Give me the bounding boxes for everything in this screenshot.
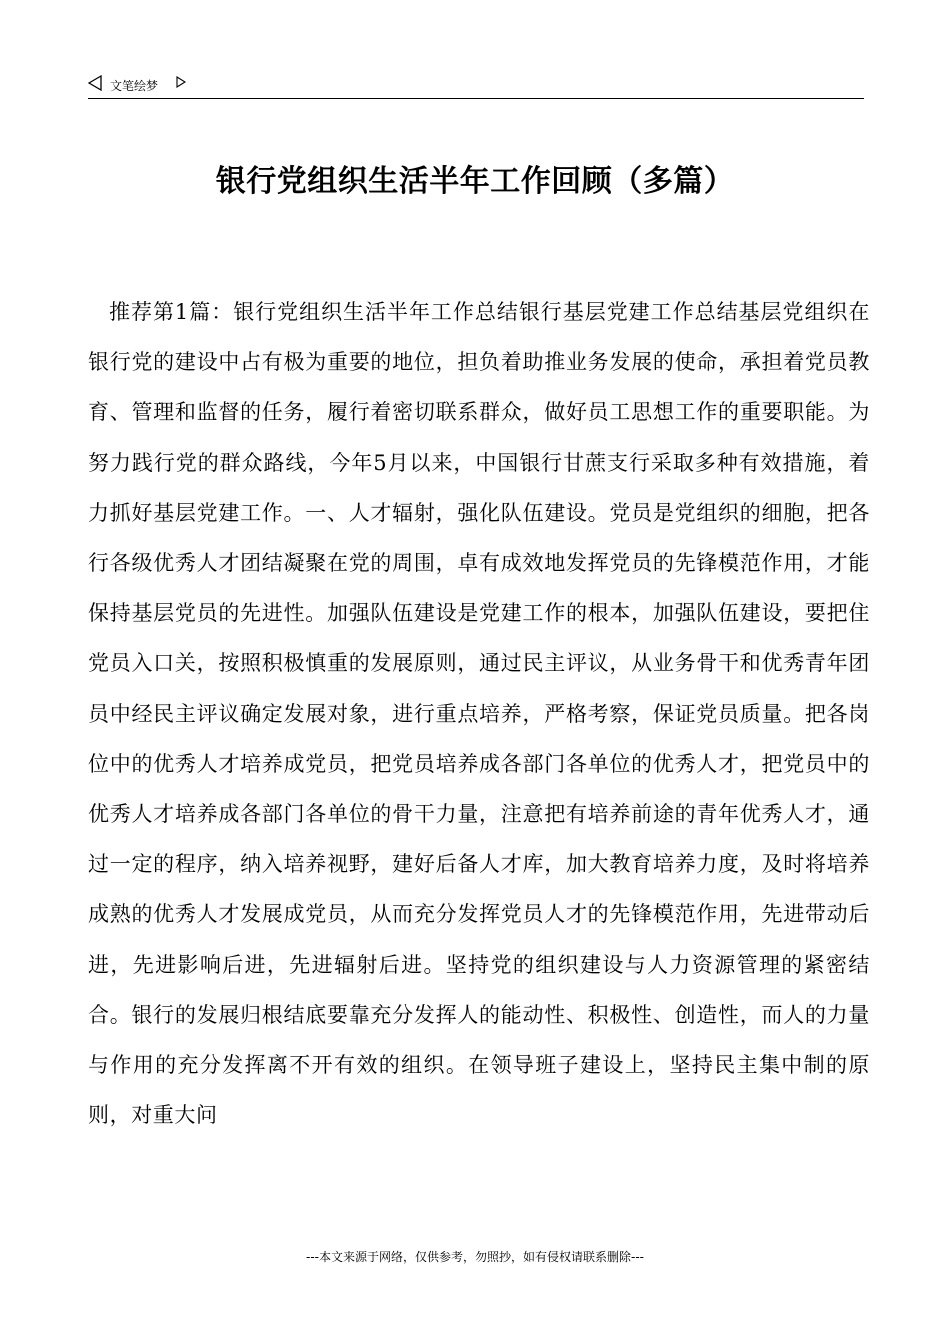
header-brand: 文笔绘梦 [110,79,159,93]
document-body: 推荐第1篇：银行党组织生活半年工作总结银行基层党建工作总结基层党组织在银行党的建设中占有极为重要的地位，担负着助推业务发展的使命，承担着党员教育、管理和监督的任务，履行着密切联系群众，做好员工思想工作的重要职能。为努力践行党的群众路线，今年5月以来，中国银行甘蔗支行采取多种有效措施，着力抓好基层党建工作。一、人才辐射，强化队伍建设。党员是党组织的细胞，把各行各级优秀人才团结凝聚在党的周围，卓有成效地发挥党员的先锋模范作用，才能保持基层党员的先进性。加强队伍建设是党建工作的根本，加强队伍建设，要把住党员入口关，按照积极慎重的发展原则，通过民主评议，从业务骨干和优秀青年团员中经民主评议确定发展对象，进行重点培养，严格考察，保证党员质量。把各岗位中的优秀人才培养成党员，把党员培养成各部门各单位的优秀人才，把党员中的优秀人才培养成各部门各单位的骨干力量，注意把有培养前途的青年优秀人才，通过一定的程序，纳入培养视野，建好后备人才库，加大教育培养力度，及时将培养成熟的优秀人才发展成党员，从而充分发挥党员人才的先锋模范作用，先进带动后进，先进影响后进，先进辐射后进。坚持党的组织建设与人力资源管理的紧密结合。银行的发展归根结底要靠充分发挥人的能动性、积极性、创造性，而人的力量与作用的充分发挥离不开有效的组织。在领导班子建设上，坚持民主集中制的原则，对重大问 [88,300,870,1128]
page-header [88,72,864,99]
triangle-right-icon [176,76,186,88]
page-footer: ---本文来源于网络，仅供参考，勿照抄，如有侵权请联系删除--- [306,1250,644,1264]
triangle-left-icon [88,75,102,91]
document-title: 银行党组织生活半年工作回顾（多篇） [215,164,735,199]
